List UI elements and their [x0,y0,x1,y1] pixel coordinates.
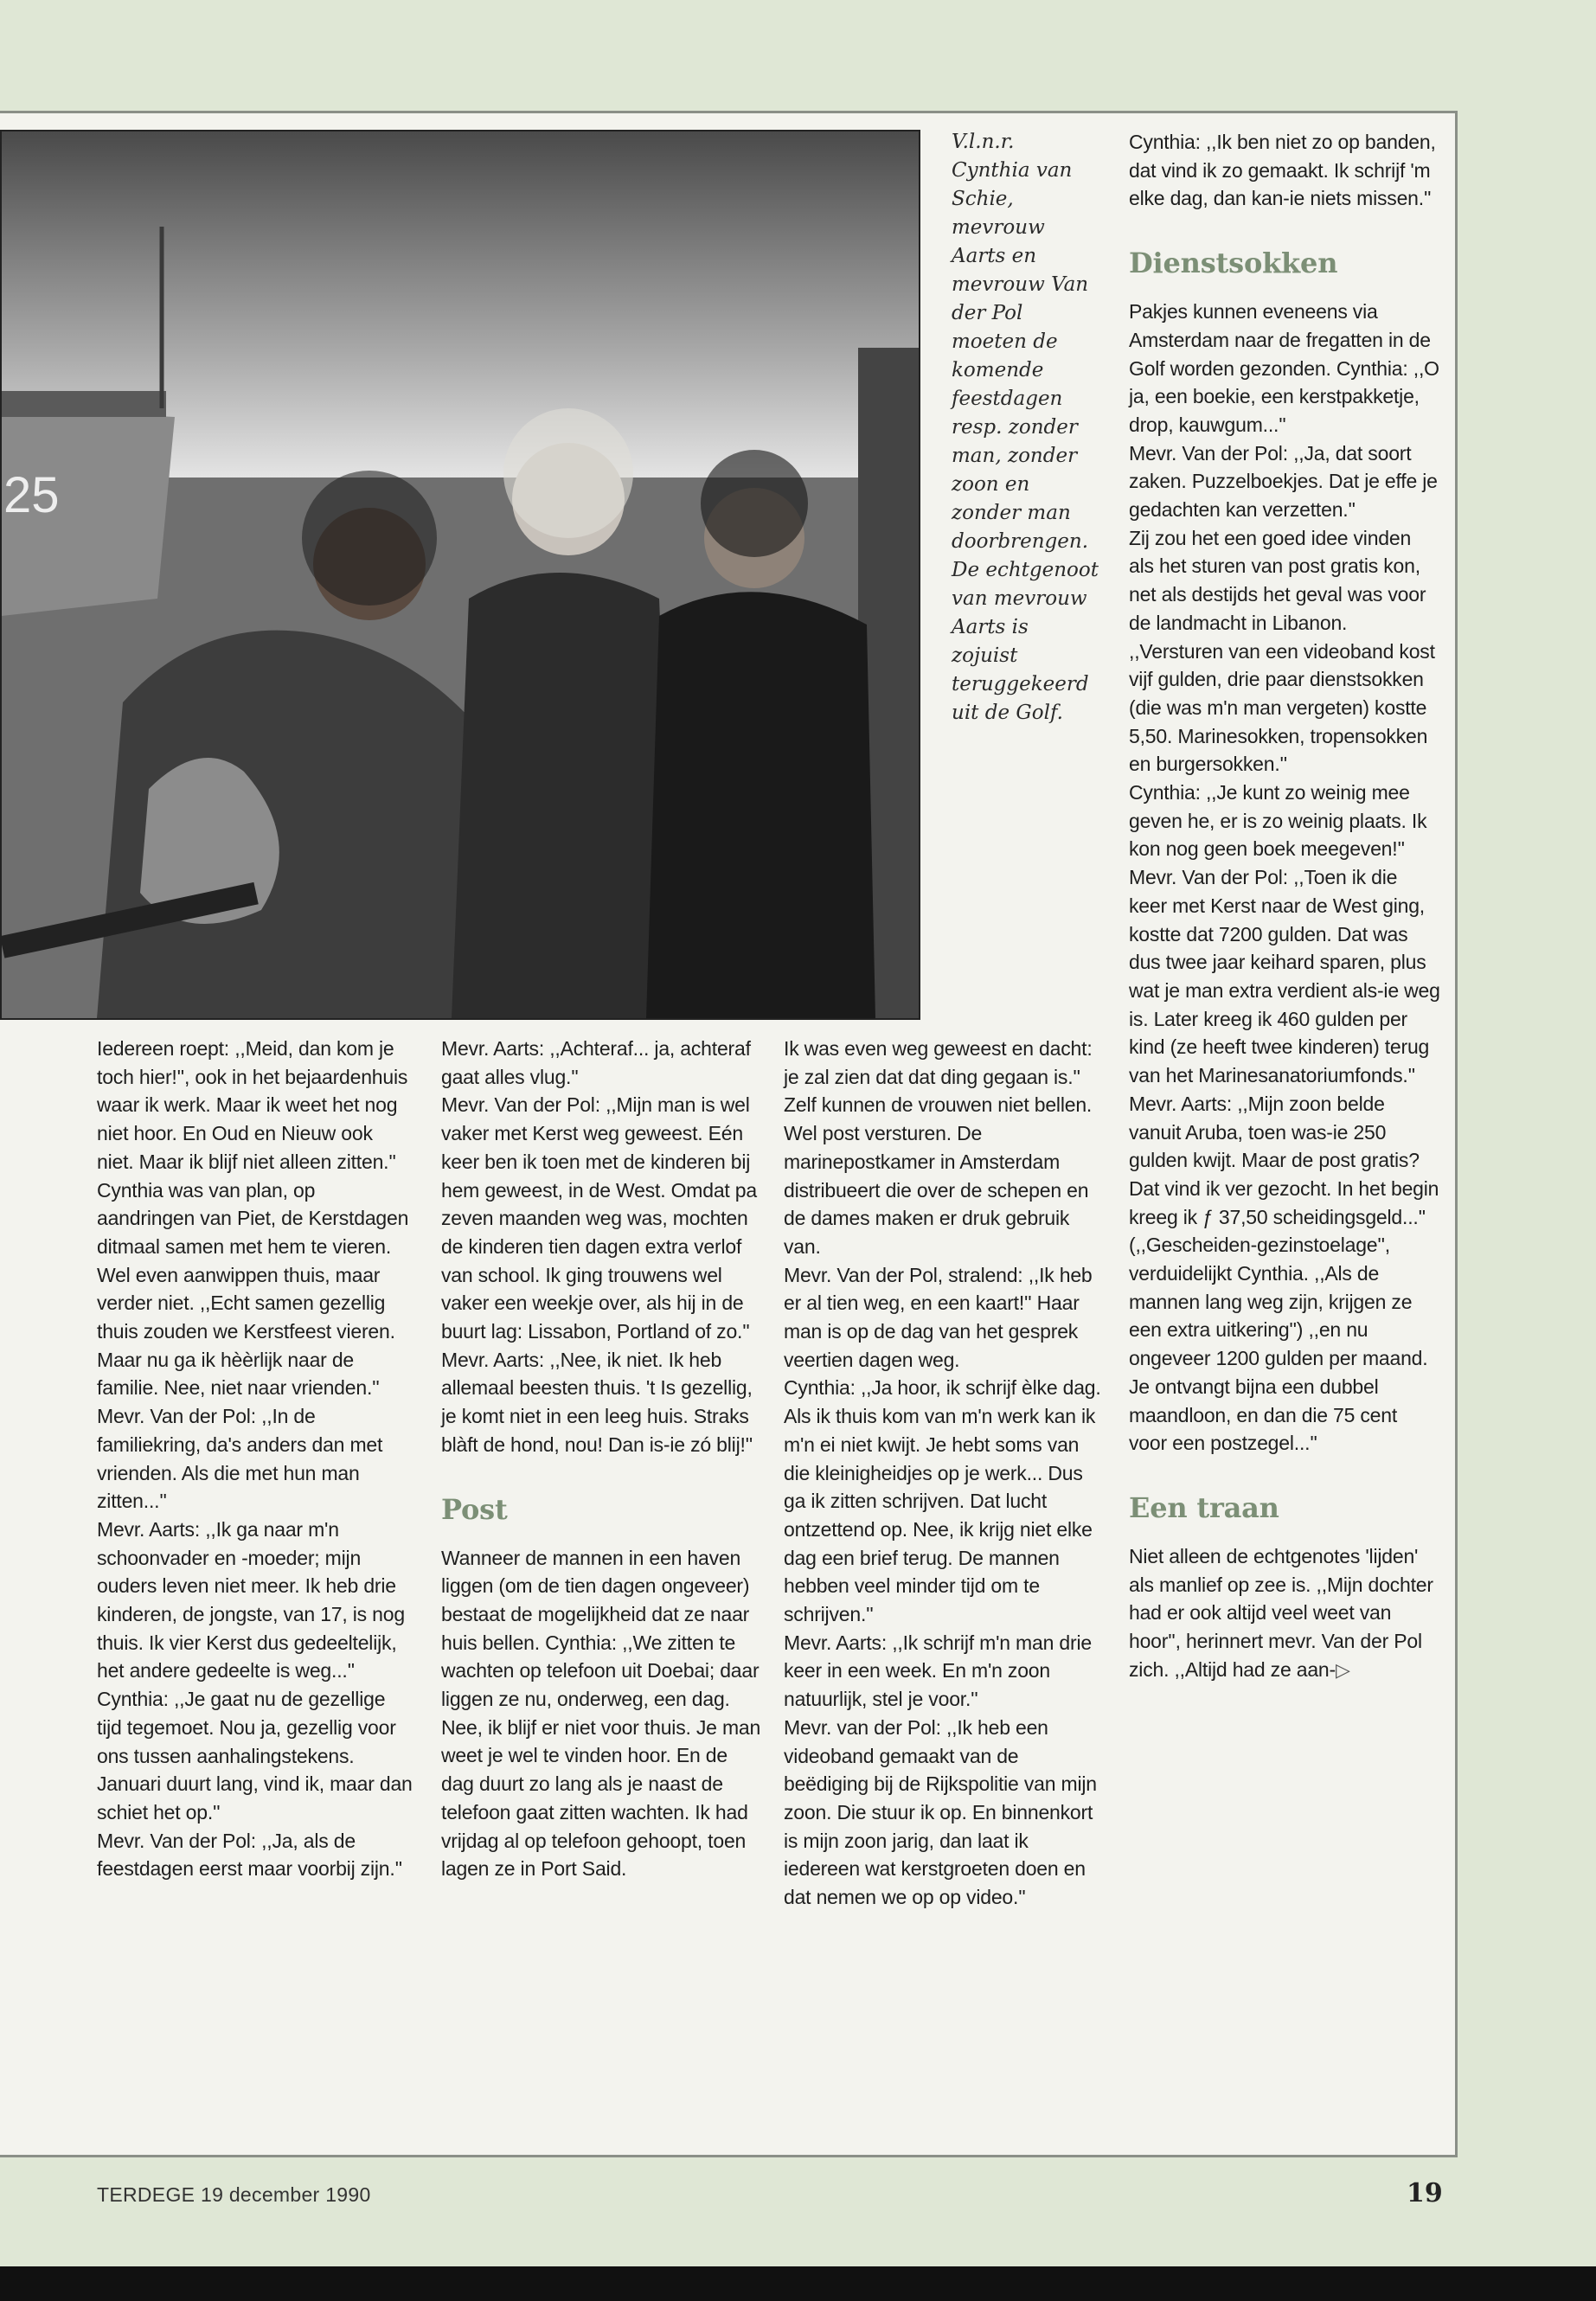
article-column-1 [97,1035,413,1883]
article-column-2 [441,1035,761,1883]
column-2-text-b: Wanneer de mannen in een haven liggen (om de tien dagen ongeveer) bestaat de mogelijkheid dat ze naar huis bellen. Cynthia: ,,We zitten te wachten op telefoon uit Doebai; daar liggen ze nu, onderweg, een dag. Nee, ik blijf er niet voor thuis. Je man weet je wel te vinden hoor. En de dag duurt zo lang als je naast de telefoon gaat zitten wachten. Ik had vrijdag al op telefoon gehoopt, toen lagen ze in Port Said. [441,1546,761,1881]
person-left-hair [302,471,437,606]
continue-arrow-icon: ▷ [1335,1658,1350,1681]
column-3-text: Ik was even weg geweest en dacht: je zal zien dat dat ding gegaan is.'' Zelf kunnen de vrouwen niet bellen. Wel post versturen. De marinepostkamer in Amsterdam distribueert die over de schepen en de dames maken er druk gebruik van. Mevr. Van der Pol, stralend: ,,Ik heb er al tien weg, en een kaart!'' Haar man is op de dag van het gesprek veertien dagen weg. Cynthia: ,,Ja hoor, ik schrijf èlke dag. Als ik thuis kom van m'n werk kan ik m'n ei niet kwijt. Je hebt soms van die kleinigheidjes op je werk... Dus ga ik zitten schrijven. Dat lucht ontzettend op. Nee, ik krijg niet elke dag een brief terug. De mannen hebben veel minder tijd om te schrijven.'' Mevr. Aarts: ,,Ik schrijf m'n man drie keer in een week. En m'n zoon natuurlijk, stel je voor.'' Mevr. van der Pol: ,,Ik heb een videoband gemaakt van de beëdiging bij de Rijkspolitie van mijn zoon. Die stuur ik op. En binnenkort is mijn zoon jarig, dan laat ik iedereen wat kerstgroeten doen en dat nemen we op op video.'' [784,1037,1101,1909]
page-number: 19 [1407,2178,1443,2208]
scan-border [0,2266,1596,2301]
publication-footer: TERDEGE 19 december 1990 [97,2183,371,2206]
article-column-4 [1129,128,1440,1684]
person-middle-body [452,573,676,1018]
column-4-text-a: Cynthia: ,,Ik ben niet zo op banden, dat vind ik zo gemaakt. Ik schrijf 'm elke dag, dan kan-ie niets missen.'' [1129,131,1436,210]
article-column-3 [784,1035,1104,1912]
person-right-body [646,592,875,1018]
person-middle-hair [503,408,633,538]
heading-post: Post [441,1492,508,1526]
column-4-text-c-body: Niet alleen de echtgenotes 'lijden' als manlief op zee is. ,,Mijn dochter had er ook altijd veel weet van hoor'', herinnert mevr. Van der Pol zich. ,,Altijd had ze aan- [1129,1544,1433,1681]
hull-number: 25 [3,467,60,523]
group-photo [0,130,920,1020]
person-right-hair [701,450,808,557]
heading-dienstsokken: Dienstsokken [1129,247,1338,280]
column-1-text: Iedereen roept: ,,Meid, dan kom je toch hier!'', ook in het bejaardenhuis waar ik werk. Maar ik weet het nog niet hoor. En Oud en Nieuw ook niet. Maar ik blijf niet alleen zitten.'' Cynthia was van plan, op aandringen van Piet, de Kerstdagen ditmaal samen met hem te vieren. Wel even aanwippen thuis, maar verder niet. ,,Echt samen gezellig thuis zouden we Kerstfeest vieren. Maar nu ga ik hèèrlijk naar de familie. Nee, niet naar vrienden.'' Mevr. Van der Pol: ,,In de familiekring, da's anders dan met vrienden. Als die met hun man zitten...'' Mevr. Aarts: ,,Ik ga naar m'n schoonvader en -moeder; mijn ouders leven niet meer. Ik heb drie kinderen, de jongste, van 17, is nog thuis. Ik vier Kerst dus gedeeltelijk, het andere gedeelte is weg...'' Cynthia: ,,Je gaat nu de gezellige tijd tegemoet. Nou ja, gezellig voor ons tussen aanhalingstekens. Januari duurt lang, vind ik, maar dan schiet het op.'' Mevr. Van der Pol: ,,Ja, als de feestdagen eerst maar voorbij zijn.'' [97,1037,413,1881]
column-4-text-c [1129,1542,1440,1685]
photo-illustration [2,131,919,1018]
ship-deck [2,391,166,417]
heading-een-traan: Een traan [1129,1490,1279,1524]
column-4-text-b: Pakjes kunnen eveneens via Amsterdam naar de fregatten in de Golf worden gezonden. Cynthia: ,,O ja, een boekie, een kerstpakketje, drop, kauwgum...'' Mevr. Van der Pol: ,,Ja, dat soort zaken. Puzzelboekjes. Dat je effe je gedachten kan verzetten.'' Zij zou het een goed idee vinden als het sturen van post gratis kon, net als destijds het geval was voor de landmacht in Libanon. ,,Versturen van een videoband kost vijf gulden, drie paar dienstsokken (die was m'n man vergeten) kostte 5,50. Marinesokken, tropensokken en burgersokken.'' Cynthia: ,,Je kunt zo weinig mee geven he, er is zo weinig plaats. Ik kon nog geen boek meegeven!'' Mevr. Van der Pol: ,,Toen ik die keer met Kerst naar de West ging, kostte dat 7200 gulden. Dat was dus twee jaar keihard sparen, plus wat je man extra verdient als-ie weg is. Later kreeg ik 460 gulden per kind (ze heeft twee kinderen) terug van het Marinesanatoriumfonds.'' Mevr. Aarts: ,,Mijn zoon belde vanuit Aruba, toen was-ie 250 gulden kwijt. Maar de post gratis? Dat vind ik ver gezocht. In het begin kreeg ik ƒ 37,50 scheidingsgeld...'' (,,Gescheiden-gezinstoelage'', verduidelijkt Cynthia. ,,Als de mannen lang weg zijn, krijgen ze een extra uitkering'') ,,en nu ongeveer 1200 gulden per maand. Je ontvangt bijna een dubbel maandloon, en dan die 75 cent voor een postzegel...'' [1129,300,1440,1455]
photo-caption: V.l.n.r. Cynthia van Schie, mevrouw Aarts en mevrouw Van der Pol moeten de komende feestdagen resp. zonder man, zonder zoon en zonder man doorbrengen. De echtgenoot van mevrouw Aarts is zojuist teruggekeerd uit de Golf. [952,131,1099,724]
column-2-text-a: Mevr. Aarts: ,,Achteraf... ja, achteraf gaat alles vlug.'' Mevr. Van der Pol: ,,Mijn man is wel vaker met Kerst weg geweest. Eén keer ben ik toen met de kinderen bij hem geweest, in de West. Omdat pa zeven maanden weg was, mochten de kinderen tien dagen extra verlof van school. Ik ging trouwens wel vaker een weekje over, als hij in de buurt lag: Lissabon, Portland of zo.'' Mevr. Aarts: ,,Nee, ik niet. Ik heb allemaal beesten thuis. 't Is gezellig, je komt niet in een leeg huis. Straks blàft de hond, nou! Dan is-ie zó blij!'' [441,1037,757,1456]
